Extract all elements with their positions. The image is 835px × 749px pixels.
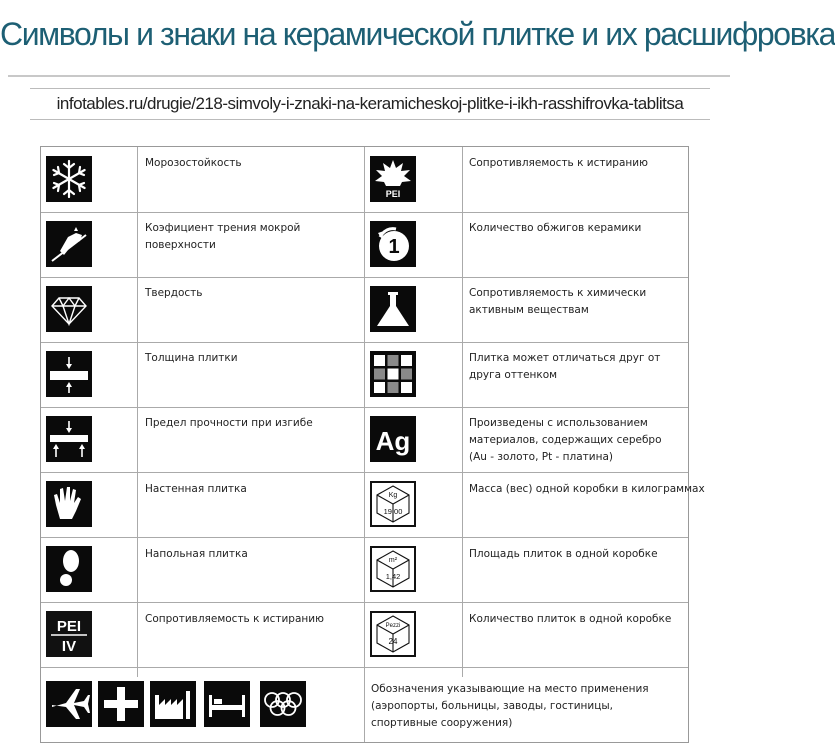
row-6-left-text: Настенная плитка bbox=[145, 483, 247, 495]
olympic-rings-icon bbox=[260, 681, 306, 727]
row-2-right-text: Количество обжигов керамики bbox=[469, 222, 642, 234]
pei-label: PEI bbox=[385, 189, 401, 199]
row-8-right-text: Количество плиток в одной коробке bbox=[469, 613, 672, 625]
hand-icon bbox=[46, 481, 92, 527]
row-divider bbox=[41, 537, 688, 538]
symbols-table bbox=[40, 146, 705, 743]
row-4-left-text: Толщина плитки bbox=[145, 352, 238, 364]
row-1-right-text: Сопротивляемость к истиранию bbox=[469, 157, 648, 169]
snowflake-icon bbox=[46, 156, 92, 202]
factory-icon bbox=[150, 681, 196, 727]
row-8-left-text: Сопротивляемость к истиранию bbox=[145, 613, 324, 625]
diamond-icon bbox=[46, 286, 92, 332]
pei-burst-icon bbox=[370, 156, 416, 202]
pei-iv-icon bbox=[46, 611, 92, 657]
row-7-left-text: Напольная плитка bbox=[145, 548, 248, 560]
weight-unit: Kg bbox=[388, 492, 398, 499]
row-divider bbox=[41, 277, 688, 278]
box-weight-icon bbox=[370, 481, 416, 527]
row-1-left-text: Морозостойкость bbox=[145, 157, 242, 169]
wet-friction-icon bbox=[46, 221, 92, 267]
medical-cross-icon bbox=[98, 681, 144, 727]
bending-strength-icon bbox=[46, 416, 92, 462]
row-divider bbox=[41, 472, 688, 473]
silver-symbol: Ag bbox=[375, 426, 411, 456]
row-2-left-text: Коэфициент трения мокрой поверхности bbox=[145, 222, 301, 251]
col-divider bbox=[364, 147, 365, 742]
row-divider bbox=[41, 407, 688, 408]
col-divider bbox=[462, 147, 463, 677]
bottom-row-text: Обозначения указывающие на место применения (аэропорты, больницы, заводы, гостиницы, спортивные сооружения) bbox=[371, 683, 649, 729]
bed-icon bbox=[204, 681, 250, 727]
row-3-left-text: Твердость bbox=[145, 287, 203, 299]
weight-value: 19,00 bbox=[383, 507, 403, 516]
count-value: 24 bbox=[388, 637, 398, 646]
footprint-icon bbox=[46, 546, 92, 592]
row-6-right-text: Масса (вес) одной коробки в килограммах bbox=[469, 483, 705, 495]
row-divider bbox=[41, 602, 688, 603]
flask-icon bbox=[370, 286, 416, 332]
airplane-icon bbox=[46, 681, 92, 727]
count-unit: Pezzi bbox=[385, 623, 401, 629]
row-5-right-text: Произведены с использованием материалов, содержащих серебро (Au - золото, Pt - платина) bbox=[469, 417, 662, 463]
box-area-icon bbox=[370, 546, 416, 592]
row-divider bbox=[41, 342, 688, 343]
col-divider bbox=[137, 147, 138, 677]
pei-iv-label: PEI bbox=[56, 618, 82, 635]
url-top-rule bbox=[30, 88, 710, 89]
silver-icon bbox=[370, 416, 416, 462]
firing-number: 1 bbox=[388, 236, 400, 258]
row-4-right-text: Плитка может отличаться друг от друга оттенком bbox=[469, 352, 661, 381]
area-unit: m² bbox=[388, 557, 398, 564]
row-5-left-text: Предел прочности при изгибе bbox=[145, 417, 313, 429]
box-count-icon bbox=[370, 611, 416, 657]
row-7-right-text: Площадь плиток в одной коробке bbox=[469, 548, 658, 560]
thickness-icon bbox=[46, 351, 92, 397]
area-value: 1,42 bbox=[385, 572, 401, 581]
row-3-right-text: Сопротивляемость к химически активным веществам bbox=[469, 287, 647, 316]
firing-count-icon bbox=[370, 221, 416, 267]
shade-grid-icon bbox=[370, 351, 416, 397]
row-divider bbox=[41, 667, 688, 668]
row-divider bbox=[41, 212, 688, 213]
url-bottom-rule bbox=[30, 119, 710, 120]
title-divider bbox=[8, 75, 730, 77]
page-title: Символы и знаки на керамической плитке и их расшифровка bbox=[0, 16, 835, 52]
source-url[interactable]: infotables.ru/drugie/218-simvoly-i-znaki-na-keramicheskoj-plitke-i-ikh-rasshifrovka-tablitsa bbox=[56, 94, 684, 113]
pei-iv-class: IV bbox=[61, 638, 77, 655]
